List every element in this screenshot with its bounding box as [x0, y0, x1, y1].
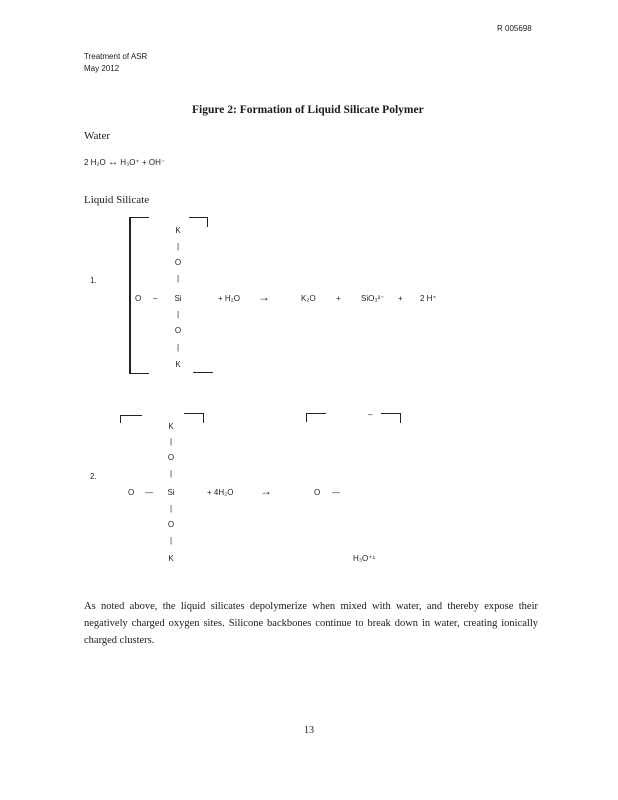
equation-2-number: 2.: [90, 472, 97, 481]
eq1-water-add: + H₂O: [218, 294, 240, 303]
right-bracket-icon: [207, 217, 208, 227]
eq2-atom-k-top: K: [168, 422, 174, 431]
water-plus: +: [141, 158, 147, 167]
liquid-silicate-heading: Liquid Silicate: [84, 194, 150, 206]
eq1-atom-o-bottom: O: [174, 326, 182, 335]
eq1-atom-si: Si: [174, 294, 182, 303]
eq2-atom-o-left: O: [128, 488, 135, 497]
eq1-bond-2: |: [176, 274, 180, 283]
eq2-left-bracket-icon: [120, 415, 121, 423]
eq1-plus-1: +: [336, 294, 341, 303]
header-date: May 2012: [84, 64, 120, 73]
eq2-product-bond: —: [332, 488, 340, 497]
eq1-product-sio3: SiO₃²⁻: [361, 294, 385, 303]
water-heading: Water: [84, 130, 110, 142]
eq2-left-bracket-top: [120, 415, 142, 416]
figure-title: Figure 2: Formation of Liquid Silicate Polymer: [192, 104, 424, 116]
left-bracket-bottom: [129, 373, 149, 374]
left-bracket-icon: [129, 217, 131, 374]
eq2-bracket-mark: –: [368, 410, 373, 419]
water-reactant: 2 H₂O: [84, 158, 106, 167]
water-product-1: H₃O⁺: [120, 158, 140, 167]
eq1-atom-k-bottom: K: [175, 360, 181, 369]
eq2-atom-o-top: O: [167, 453, 175, 462]
eq2-atom-o-bottom: O: [167, 520, 175, 529]
eq1-atom-o-left: O: [135, 294, 142, 303]
left-bracket-top: [129, 217, 149, 218]
eq1-product-k2o: K₂O: [301, 294, 316, 303]
eq2-product-right-bracket-top: [381, 413, 401, 414]
eq2-bond-4: |: [169, 536, 173, 545]
eq2-bond-2: |: [169, 469, 173, 478]
eq2-water-add: + 4H₂O: [207, 488, 234, 497]
eq2-product-right-bracket-icon: [400, 413, 401, 423]
eq2-right-bracket-top: [184, 413, 204, 414]
document-id: R 005698: [497, 24, 532, 33]
eq1-plus-2: +: [398, 294, 403, 303]
eq2-product-left-bracket-top: [306, 413, 326, 414]
eq2-atom-si: Si: [167, 488, 175, 497]
body-paragraph: As noted above, the liquid silicates depolymerize when mixed with water, and thereby expose their negatively charged oxygen sites. Silicone backbones continue to break down in water, creating ionically charged clusters.: [84, 601, 538, 646]
eq1-bond-4: |: [176, 343, 180, 352]
eq2-right-bracket-icon: [203, 413, 204, 423]
equation-1-number: 1.: [90, 276, 97, 285]
eq2-bond-horizontal: —: [145, 488, 153, 497]
eq1-bond-1: |: [176, 242, 180, 251]
eq1-arrow-icon: →: [258, 290, 270, 304]
eq1-bond-horizontal: –: [153, 294, 158, 303]
eq2-product-o: O: [314, 488, 321, 497]
eq2-bond-1: |: [169, 437, 173, 446]
eq1-atom-k-top: K: [175, 226, 181, 235]
water-product-2: OH⁻: [148, 158, 166, 167]
eq1-product-h: 2 H⁺: [420, 294, 437, 303]
eq1-bond-3: |: [176, 310, 180, 319]
page-number: 13: [304, 725, 314, 736]
right-bracket-top: [189, 217, 208, 218]
double-arrow-icon: ↔: [108, 157, 119, 168]
eq2-product-left-bracket-icon: [306, 413, 307, 422]
right-bracket-bottom: [193, 372, 213, 373]
eq2-product-h3o: H₃O⁺¹: [353, 554, 376, 563]
water-equation: [84, 157, 165, 168]
header-title: Treatment of ASR: [84, 52, 148, 61]
eq1-atom-o-top: O: [174, 258, 182, 267]
eq2-atom-k-bottom: K: [168, 554, 174, 563]
eq2-bond-3: |: [169, 504, 173, 513]
eq2-arrow-icon: →: [260, 484, 272, 498]
